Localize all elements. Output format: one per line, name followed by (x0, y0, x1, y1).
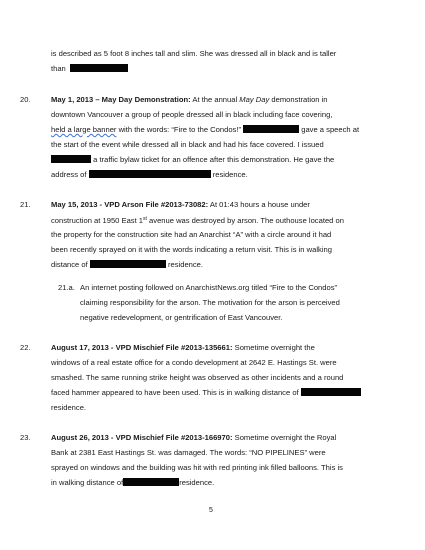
p21-line-1: May 15, 2013 - VPD Arson File #2013-73082: At 01:43 hours a house under (51, 200, 310, 209)
p21-number: 21. (20, 200, 31, 209)
p22-number: 22. (20, 343, 31, 352)
redaction-bar (123, 478, 179, 486)
redaction-bar (89, 170, 211, 178)
p21-line-5: distance of residence. (51, 260, 204, 269)
p21-heading: May 15, 2013 - VPD Arson File #2013-73082: (51, 200, 209, 209)
p22-heading: August 17, 2013 - VPD Mischief File #2013-135661: (51, 343, 233, 352)
p21a-number: 21.a. (58, 283, 75, 292)
p19-than: than (51, 64, 66, 73)
p20-line-6: address of residence. (51, 170, 248, 179)
p23-line-4: in walking distance of residence. (51, 478, 215, 487)
redaction-bar (70, 64, 128, 72)
p23-line-1: August 26, 2013 - VPD Mischief File #2013-166970: Sometime overnight the Royal (51, 433, 337, 442)
redaction-bar (90, 260, 166, 268)
p22-line-5: residence. (51, 403, 87, 412)
p22-line-3: smashed. The same running strike height was observed as other incidents and a round (51, 373, 344, 382)
p20-heading: May 1, 2013 – May Day Demonstration: (51, 95, 191, 104)
p20-line-2: downtown Vancouver a group of people dressed all in black including face covering, (51, 110, 333, 119)
p23-line-3: sprayed on windows and the building was hit with red printing ink filled balloons. This is (51, 463, 343, 472)
p21-line-2: construction at 1950 East 1st avenue was destroyed by arson. The outhouse located on (51, 216, 344, 225)
p23-number: 23. (20, 433, 31, 442)
p19-line-2 (51, 64, 128, 73)
p21a-line-1: An internet posting followed on AnarchistNews.org titled “Fire to the Condos” (80, 283, 338, 292)
page-number: 5 (209, 507, 213, 514)
p23-line-2: Bank at 2381 East Hastings St. was damaged. The words: “NO PIPELINES” were (51, 448, 326, 457)
p20-line-4: the start of the event while dressed all in black and had his face covered. I issued (51, 140, 324, 149)
p23-heading: August 26, 2013 - VPD Mischief File #2013-166970: (51, 433, 233, 442)
p20-line-1: May 1, 2013 – May Day Demonstration: At the annual May Day demonstration in (51, 95, 328, 104)
p20-line-3: held a large banner with the words: “Fire to the Condos!” gave a speech at (51, 125, 360, 134)
p22-line-4: faced hammer appeared to have been used. This is in walking distance of (51, 388, 361, 397)
redaction-bar (51, 155, 91, 163)
p21a-line-3: negative redevelopment, or gentrification of East Vancouver. (80, 313, 283, 322)
p21a-line-2: claiming responsibility for the arson. The motivation for the arson is perceived (80, 298, 340, 307)
p20-number: 20. (20, 95, 31, 104)
p22-line-2: windows of a real estate office for a condo development at 2642 E. Hastings St. were (51, 358, 337, 367)
p22-line-1: August 17, 2013 - VPD Mischief File #2013-135661: Sometime overnight the (51, 343, 315, 352)
p21-line-3: the property for the construction site had an Anarchist “A” with a circle around it had (51, 230, 332, 239)
p21-line-4: been recently sprayed on it with the words indicating a return visit. This is in walking (51, 245, 332, 254)
redaction-bar (243, 125, 299, 133)
p20-line-5: a traffic bylaw ticket for an offence after this demonstration. He gave the (51, 155, 334, 164)
redaction-bar (301, 388, 361, 396)
p19-line-1: is described as 5 foot 8 inches tall and slim. She was dressed all in black and is taller (51, 49, 337, 58)
